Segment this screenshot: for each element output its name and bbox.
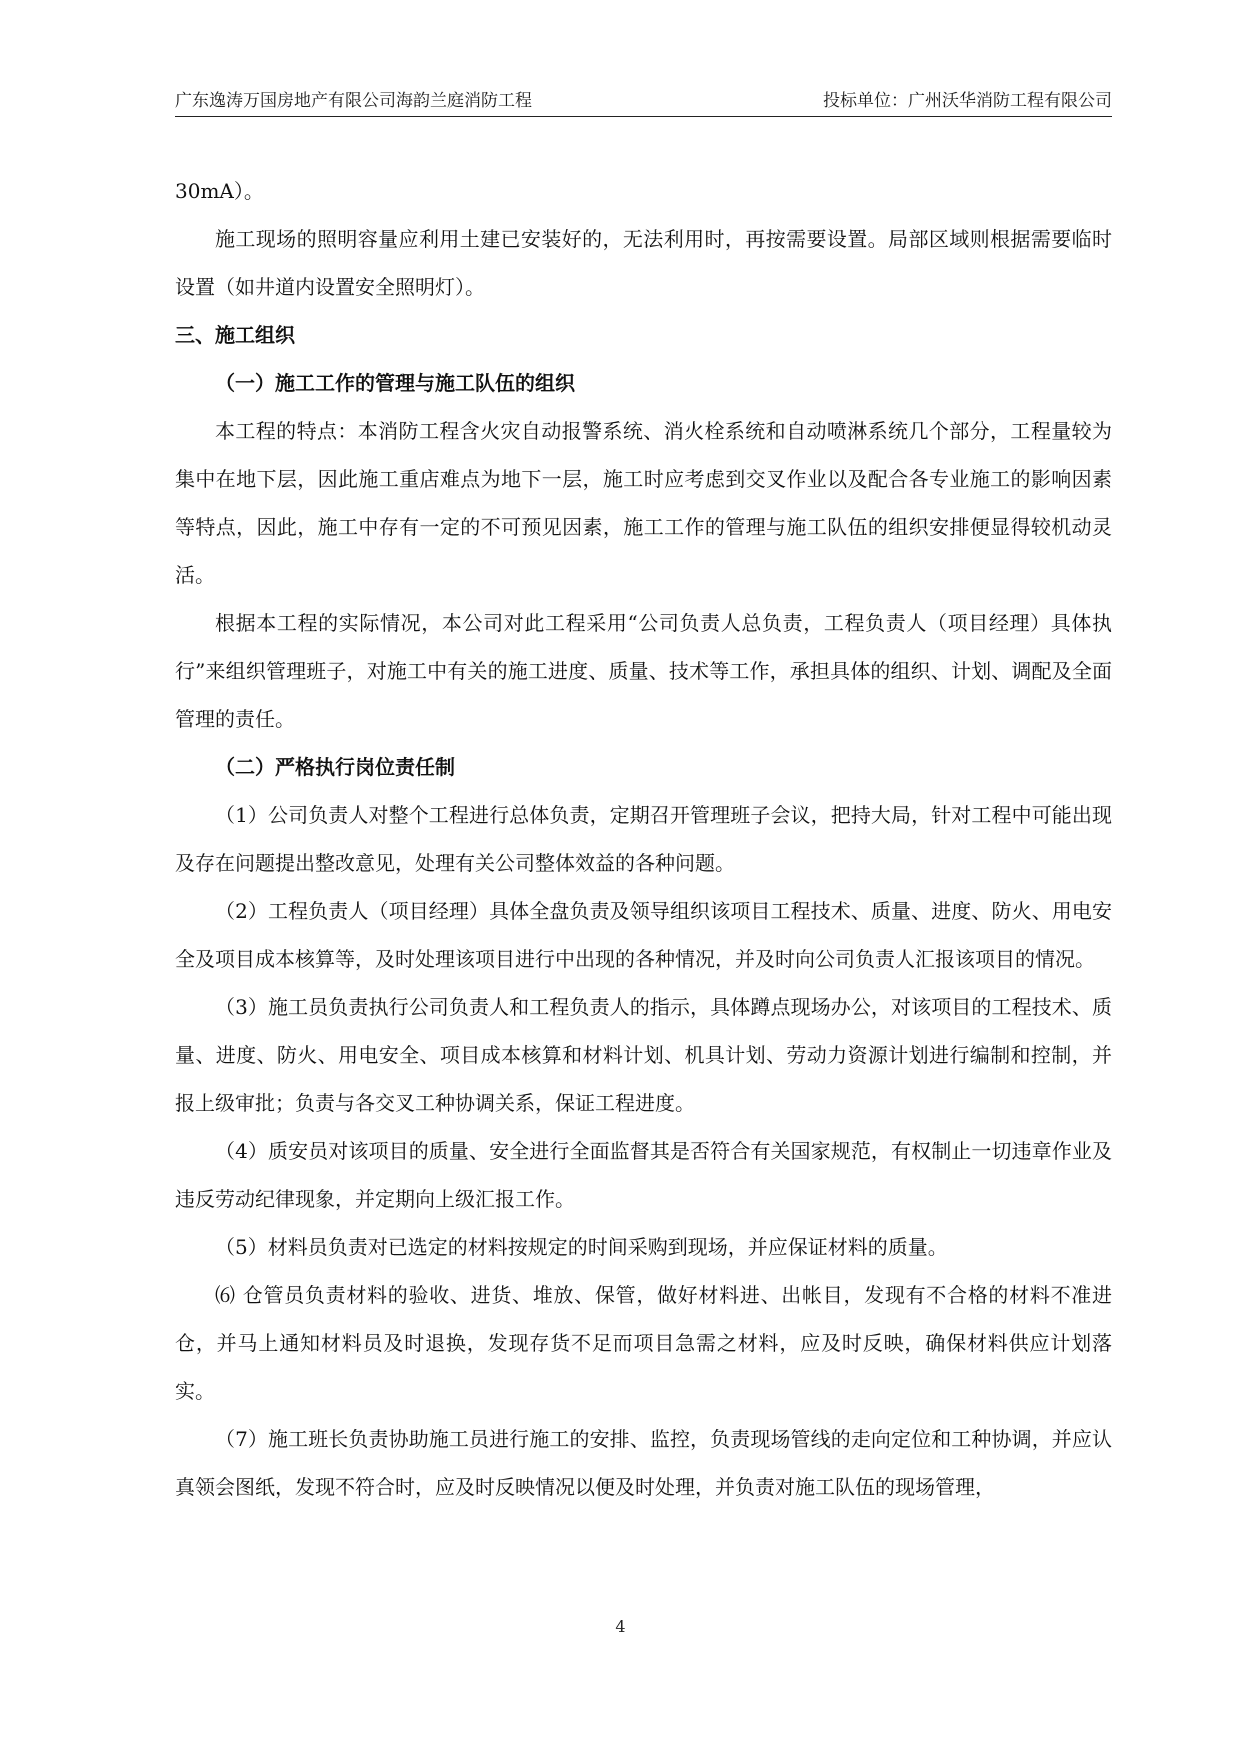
section-heading: 三、施工组织 [175, 323, 295, 347]
subsection-heading: （一）施工工作的管理与施工队伍的组织 [215, 371, 575, 395]
list-item: （5）材料员负责对已选定的材料按规定的时间采购到现场，并应保证材料的质量。 [215, 1235, 948, 1259]
list-item: （2）工程负责人（项目经理）具体全盘负责及领导组织该项目工程技术、质量、进度、防火、用电安全及项目成本核算等，及时处理该项目进行中出现的各种情况，并及时向公司负责人汇报该项目的情况。 [175, 899, 1112, 971]
list-item: （1）公司负责人对整个工程进行总体负责，定期召开管理班子会议，把持大局，针对工程中可能出现及存在问题提出整改意见，处理有关公司整体效益的各种问题。 [175, 803, 1112, 875]
header-project-name: 广东逸涛万国房地产有限公司海韵兰庭消防工程 [175, 91, 532, 111]
document-body [175, 167, 1112, 1511]
list-item: （7）施工班长负责协助施工员进行施工的安排、监控，负责现场管线的走向定位和工种协调，并应认真领会图纸，发现不符合时，应及时反映情况以便及时处理，并负责对施工队伍的现场管理， [175, 1427, 1112, 1499]
list-item: （3）施工员负责执行公司负责人和工程负责人的指示，具体蹲点现场办公，对该项目的工程技术、质量、进度、防火、用电安全、项目成本核算和材料计划、机具计划、劳动力资源计划进行编制和控制，并报上级审批；负责与各交叉工种协调关系，保证工程进度。 [175, 995, 1112, 1115]
paragraph-continuation: 30mA）。 [175, 179, 264, 203]
paragraph-lighting: 施工现场的照明容量应利用土建已安装好的，无法利用时，再按需要设置。局部区域则根据需要临时设置（如井道内设置安全照明灯）。 [175, 227, 1112, 299]
page-header [175, 88, 1112, 114]
header-divider [175, 116, 1112, 117]
list-item: ⑹ 仓管员负责材料的验收、进货、堆放、保管，做好材料进、出帐目，发现有不合格的材料不准进仓，并马上通知材料员及时退换，发现存货不足而项目急需之材料，应及时反映，确保材料供应计划落实。 [175, 1283, 1112, 1403]
header-bidder: 投标单位：广州沃华消防工程有限公司 [823, 91, 1112, 111]
page-number: 4 [615, 1617, 626, 1636]
paragraph-project-features: 本工程的特点：本消防工程含火灾自动报警系统、消火栓系统和自动喷淋系统几个部分，工程量较为集中在地下层，因此施工重店难点为地下一层，施工时应考虑到交叉作业以及配合各专业施工的影响因素等特点，因此，施工中存有一定的不可预见因素，施工工作的管理与施工队伍的组织安排便显得较机动灵活。 [175, 419, 1112, 587]
subsection-heading: （二）严格执行岗位责任制 [215, 755, 455, 779]
paragraph-management: 根据本工程的实际情况，本公司对此工程采用“公司负责人总负责，工程负责人（项目经理）具体执行”来组织管理班子，对施工中有关的施工进度、质量、技术等工作，承担具体的组织、计划、调配及全面管理的责任。 [175, 611, 1112, 731]
list-item: （4）质安员对该项目的质量、安全进行全面监督其是否符合有关国家规范，有权制止一切违章作业及违反劳动纪律现象，并定期向上级汇报工作。 [175, 1139, 1112, 1211]
